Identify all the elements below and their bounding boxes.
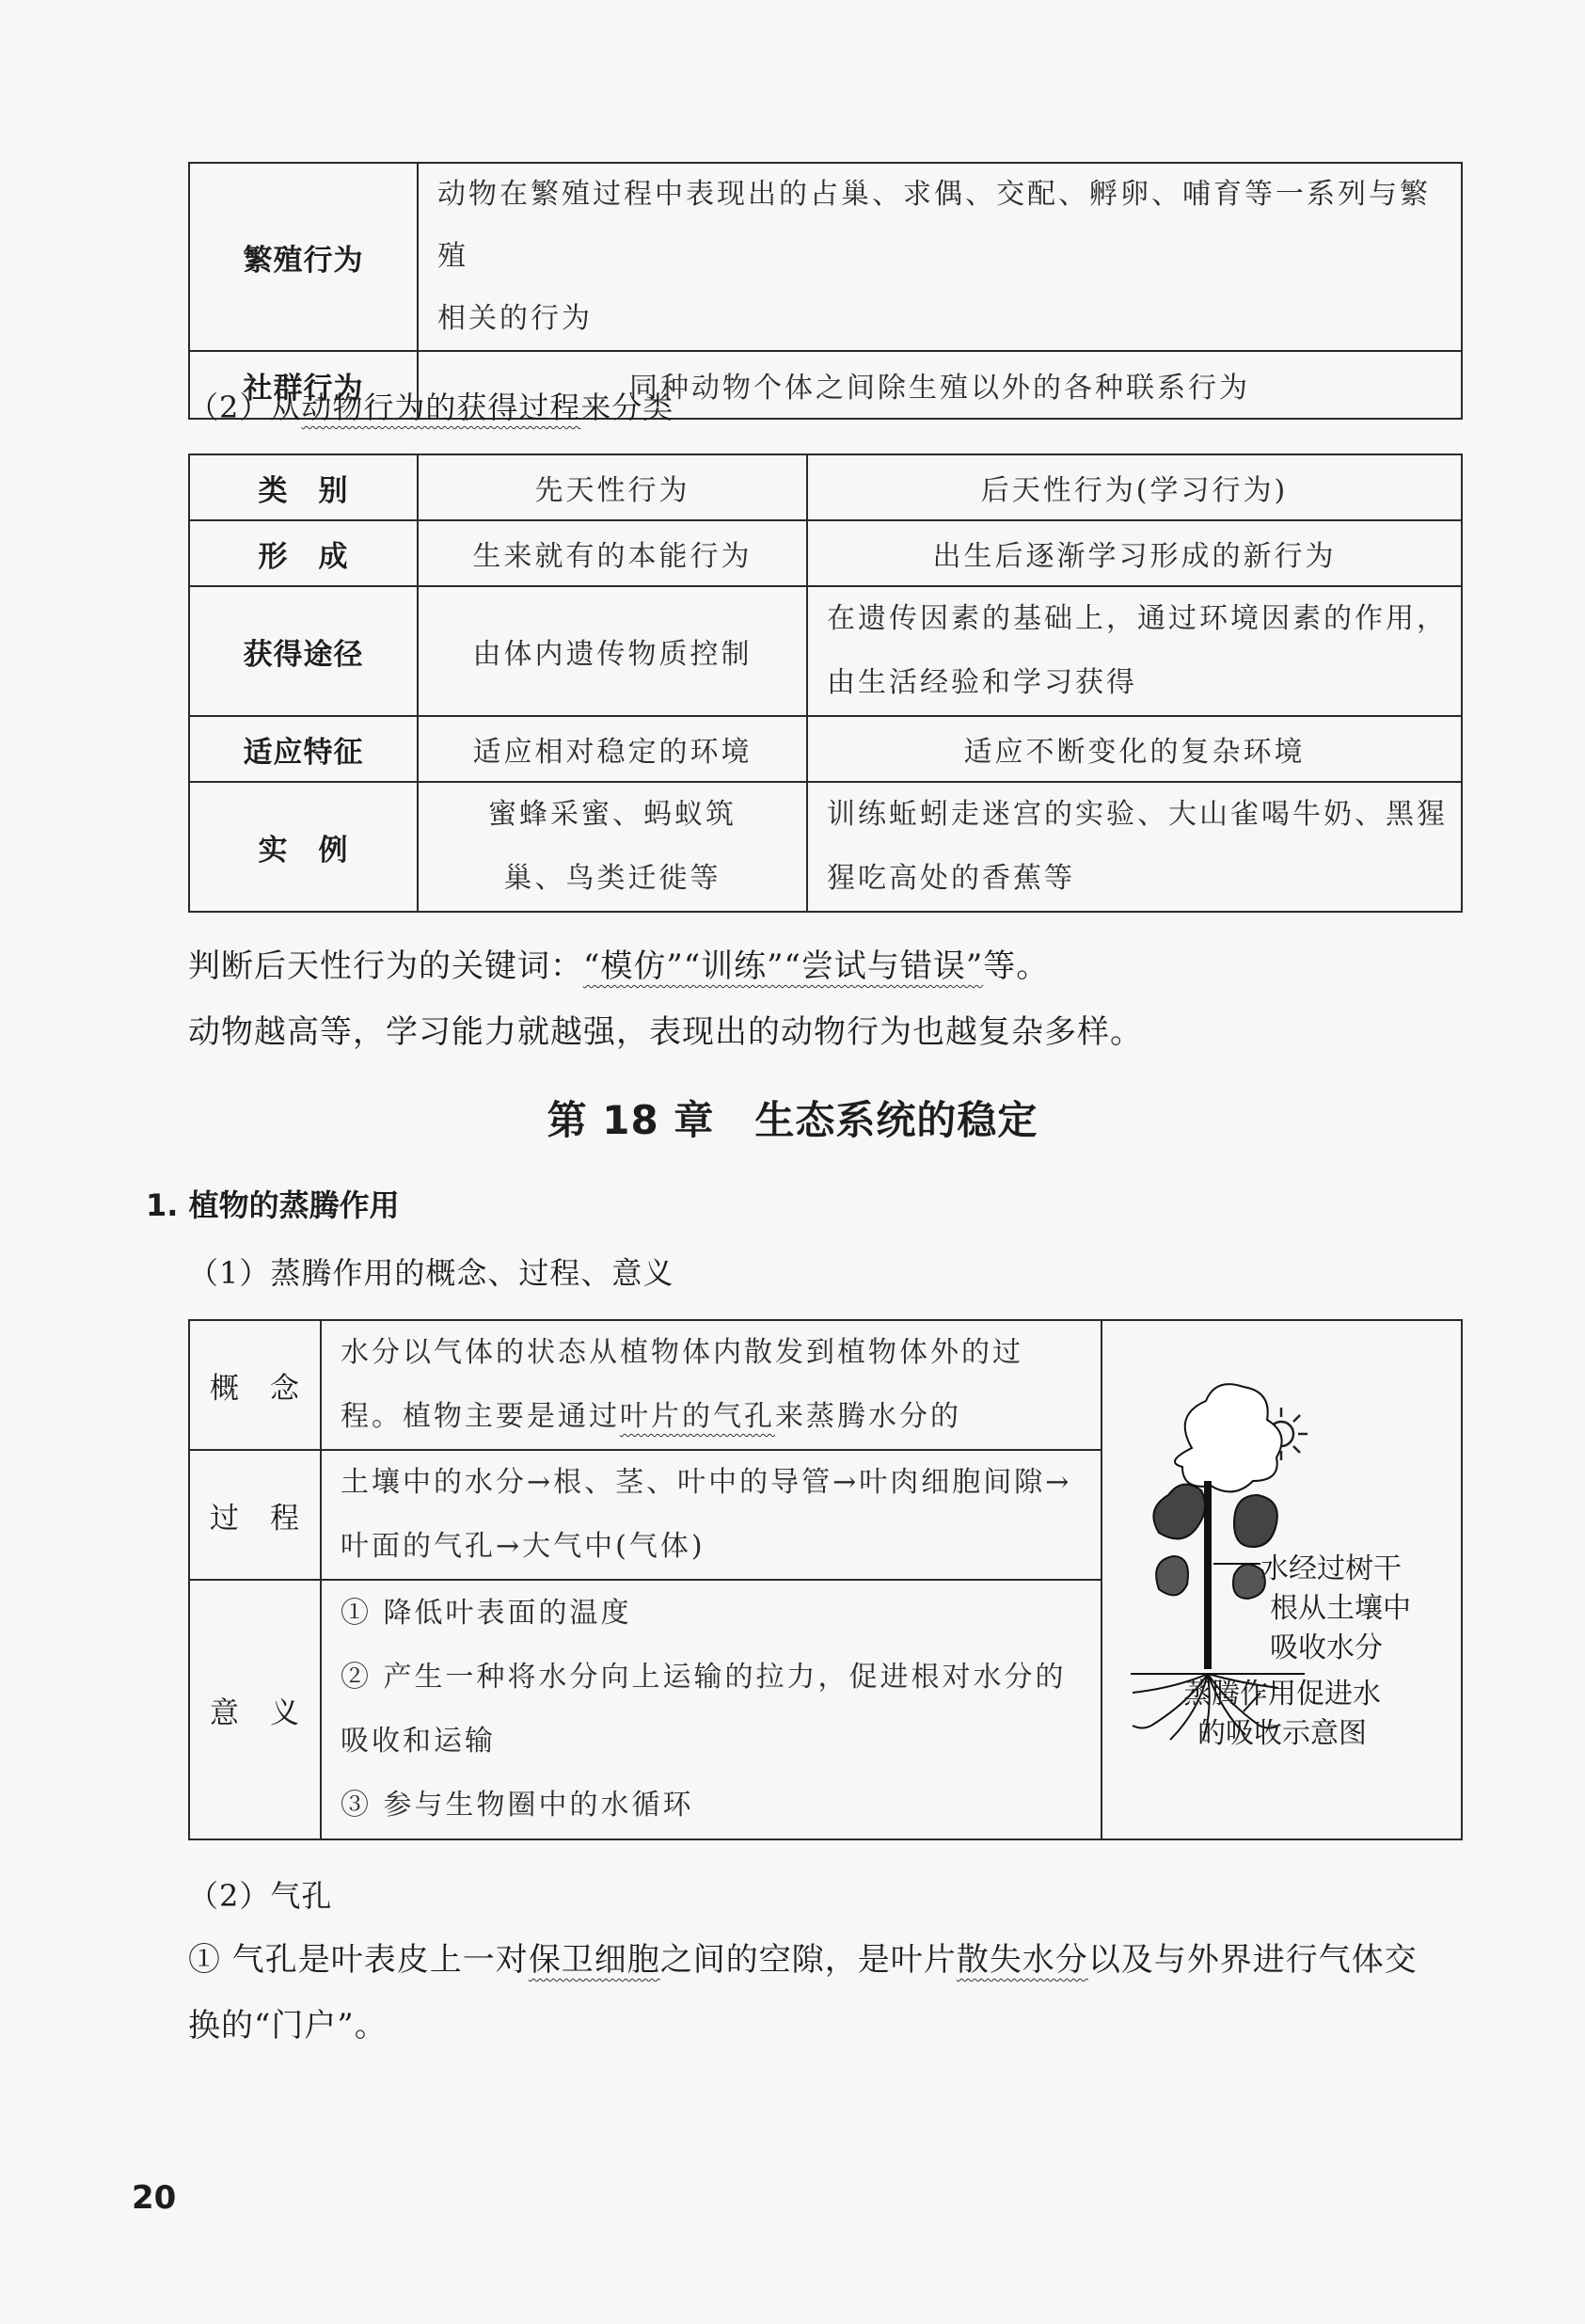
text-line: 训练蚯蚓走迷宫的实验、大山雀喝牛奶、黑猩 <box>827 798 1448 831</box>
page-number: 20 <box>132 2179 177 2217</box>
wavy-text: “模仿”“训练”“尝试与错误” <box>583 947 984 985</box>
text-line: 巢、鸟类迁徙等 <box>503 862 721 895</box>
text-line: 的吸收示意图 <box>1197 1717 1367 1750</box>
header-category: 类 别 <box>189 454 418 520</box>
cell-process <box>321 1450 1102 1580</box>
text: 程。植物主要是通过 <box>341 1400 620 1433</box>
figure-label-trunk: 水经过树干 <box>1260 1552 1402 1585</box>
transpiration-table <box>188 1319 1463 1840</box>
text: 来蒸腾水分的 <box>775 1400 961 1433</box>
row-label-meaning: 意 义 <box>189 1580 321 1839</box>
behavior-comparison-table <box>188 454 1463 913</box>
paragraph-stomata <box>188 1927 1467 2059</box>
row-label-process: 过 程 <box>189 1450 321 1580</box>
row-label-social: 社群行为 <box>189 351 418 419</box>
cell-innate-acquisition: 由体内遗传物质控制 <box>418 586 807 716</box>
text-line: 由生活经验和学习获得 <box>827 666 1137 699</box>
text-line: 在遗传因素的基础上，通过环境因素的作用， <box>827 602 1448 635</box>
wavy-text: 散失水分 <box>956 1941 1088 1979</box>
text: 之间的空隙，是叶片 <box>659 1941 957 1979</box>
chapter-title: 第 18 章 生态系统的稳定 <box>547 1097 1038 1143</box>
text: 判断后天性行为的关键词： <box>188 947 583 985</box>
text-line: ③ 参与生物圈中的水循环 <box>341 1789 694 1822</box>
text-line: 水分以气体的状态从植物体内散发到植物体外的过 <box>341 1336 1023 1369</box>
subheading-transpiration: （1）蒸腾作用的概念、过程、意义 <box>188 1255 674 1291</box>
cell-innate-adaptation: 适应相对稳定的环境 <box>418 716 807 782</box>
subheading-classification <box>188 384 674 427</box>
text: （2）从 <box>188 390 302 425</box>
figure-label-roots <box>1270 1589 1411 1668</box>
figure-cell <box>1102 1320 1462 1839</box>
row-label-concept: 概 念 <box>189 1320 321 1450</box>
text-line: ① 降低叶表面的温度 <box>341 1597 632 1630</box>
behavior-table-continued <box>188 162 1463 420</box>
text: 等。 <box>983 947 1050 985</box>
note-keywords <box>188 933 1049 999</box>
cell-learned-adaptation: 适应不断变化的复杂环境 <box>807 716 1462 782</box>
text-line: 蒸腾作用促进水 <box>1183 1678 1381 1711</box>
text: 以及与外界进行气体交 <box>1087 1941 1418 1979</box>
note-higher-animals: 动物越高等，学习能力就越强，表现出的动物行为也越复杂多样。 <box>188 1013 1143 1051</box>
wavy-text: 动物行为的获得过程 <box>301 390 581 425</box>
text-line: 猩吃高处的香蕉等 <box>827 862 1075 895</box>
text-line: 相关的行为 <box>437 302 593 335</box>
text: 来分类 <box>580 390 674 425</box>
row-text-social: 同种动物个体之间除生殖以外的各种联系行为 <box>418 351 1462 419</box>
row-label-adaptation: 适应特征 <box>189 716 418 782</box>
row-label-reproduction: 繁殖行为 <box>189 163 418 351</box>
wavy-text: 叶片的气孔 <box>620 1400 775 1433</box>
cell-innate-formation: 生来就有的本能行为 <box>418 520 807 586</box>
cell-innate-examples <box>418 782 807 912</box>
text-line: 蜜蜂采蜜、蚂蚁筑 <box>488 798 737 831</box>
cell-learned-acquisition <box>807 586 1462 716</box>
figure-caption <box>1102 1675 1462 1754</box>
text-line: 动物在繁殖过程中表现出的占巢、求偶、交配、孵卵、哺育等一系列与繁殖 <box>437 178 1431 273</box>
text-line: ② 产生一种将水分向上运输的拉力，促进根对水分的 <box>341 1661 1067 1694</box>
text-line: 换的“门户”。 <box>188 2007 388 2045</box>
cell-learned-examples <box>807 782 1462 912</box>
cell-meaning <box>321 1580 1102 1839</box>
text-line <box>188 1927 1467 1993</box>
wavy-text: 保卫细胞 <box>528 1941 660 1979</box>
text: ① 气孔是叶表皮上一对 <box>188 1941 529 1979</box>
text-line: 土壤中的水分→根、茎、叶中的导管→叶肉细胞间隙→ <box>341 1466 1072 1499</box>
row-text-reproduction <box>418 163 1462 351</box>
text-line: 根从土壤中 <box>1270 1592 1411 1625</box>
header-learned: 后天性行为(学习行为) <box>807 454 1462 520</box>
text-line: 吸收水分 <box>1270 1632 1383 1664</box>
text-line <box>341 1385 1101 1449</box>
row-label-formation: 形 成 <box>189 520 418 586</box>
subheading-stomata: （2）气孔 <box>188 1878 333 1914</box>
text-line: 吸收和运输 <box>341 1725 496 1758</box>
text-line: 叶面的气孔→大气中(气体) <box>341 1530 705 1563</box>
header-innate: 先天性行为 <box>418 454 807 520</box>
cell-concept <box>321 1320 1102 1450</box>
section-heading: 1. 植物的蒸腾作用 <box>146 1187 400 1223</box>
cell-learned-formation: 出生后逐渐学习形成的新行为 <box>807 520 1462 586</box>
row-label-examples: 实 例 <box>189 782 418 912</box>
row-label-acquisition: 获得途径 <box>189 586 418 716</box>
